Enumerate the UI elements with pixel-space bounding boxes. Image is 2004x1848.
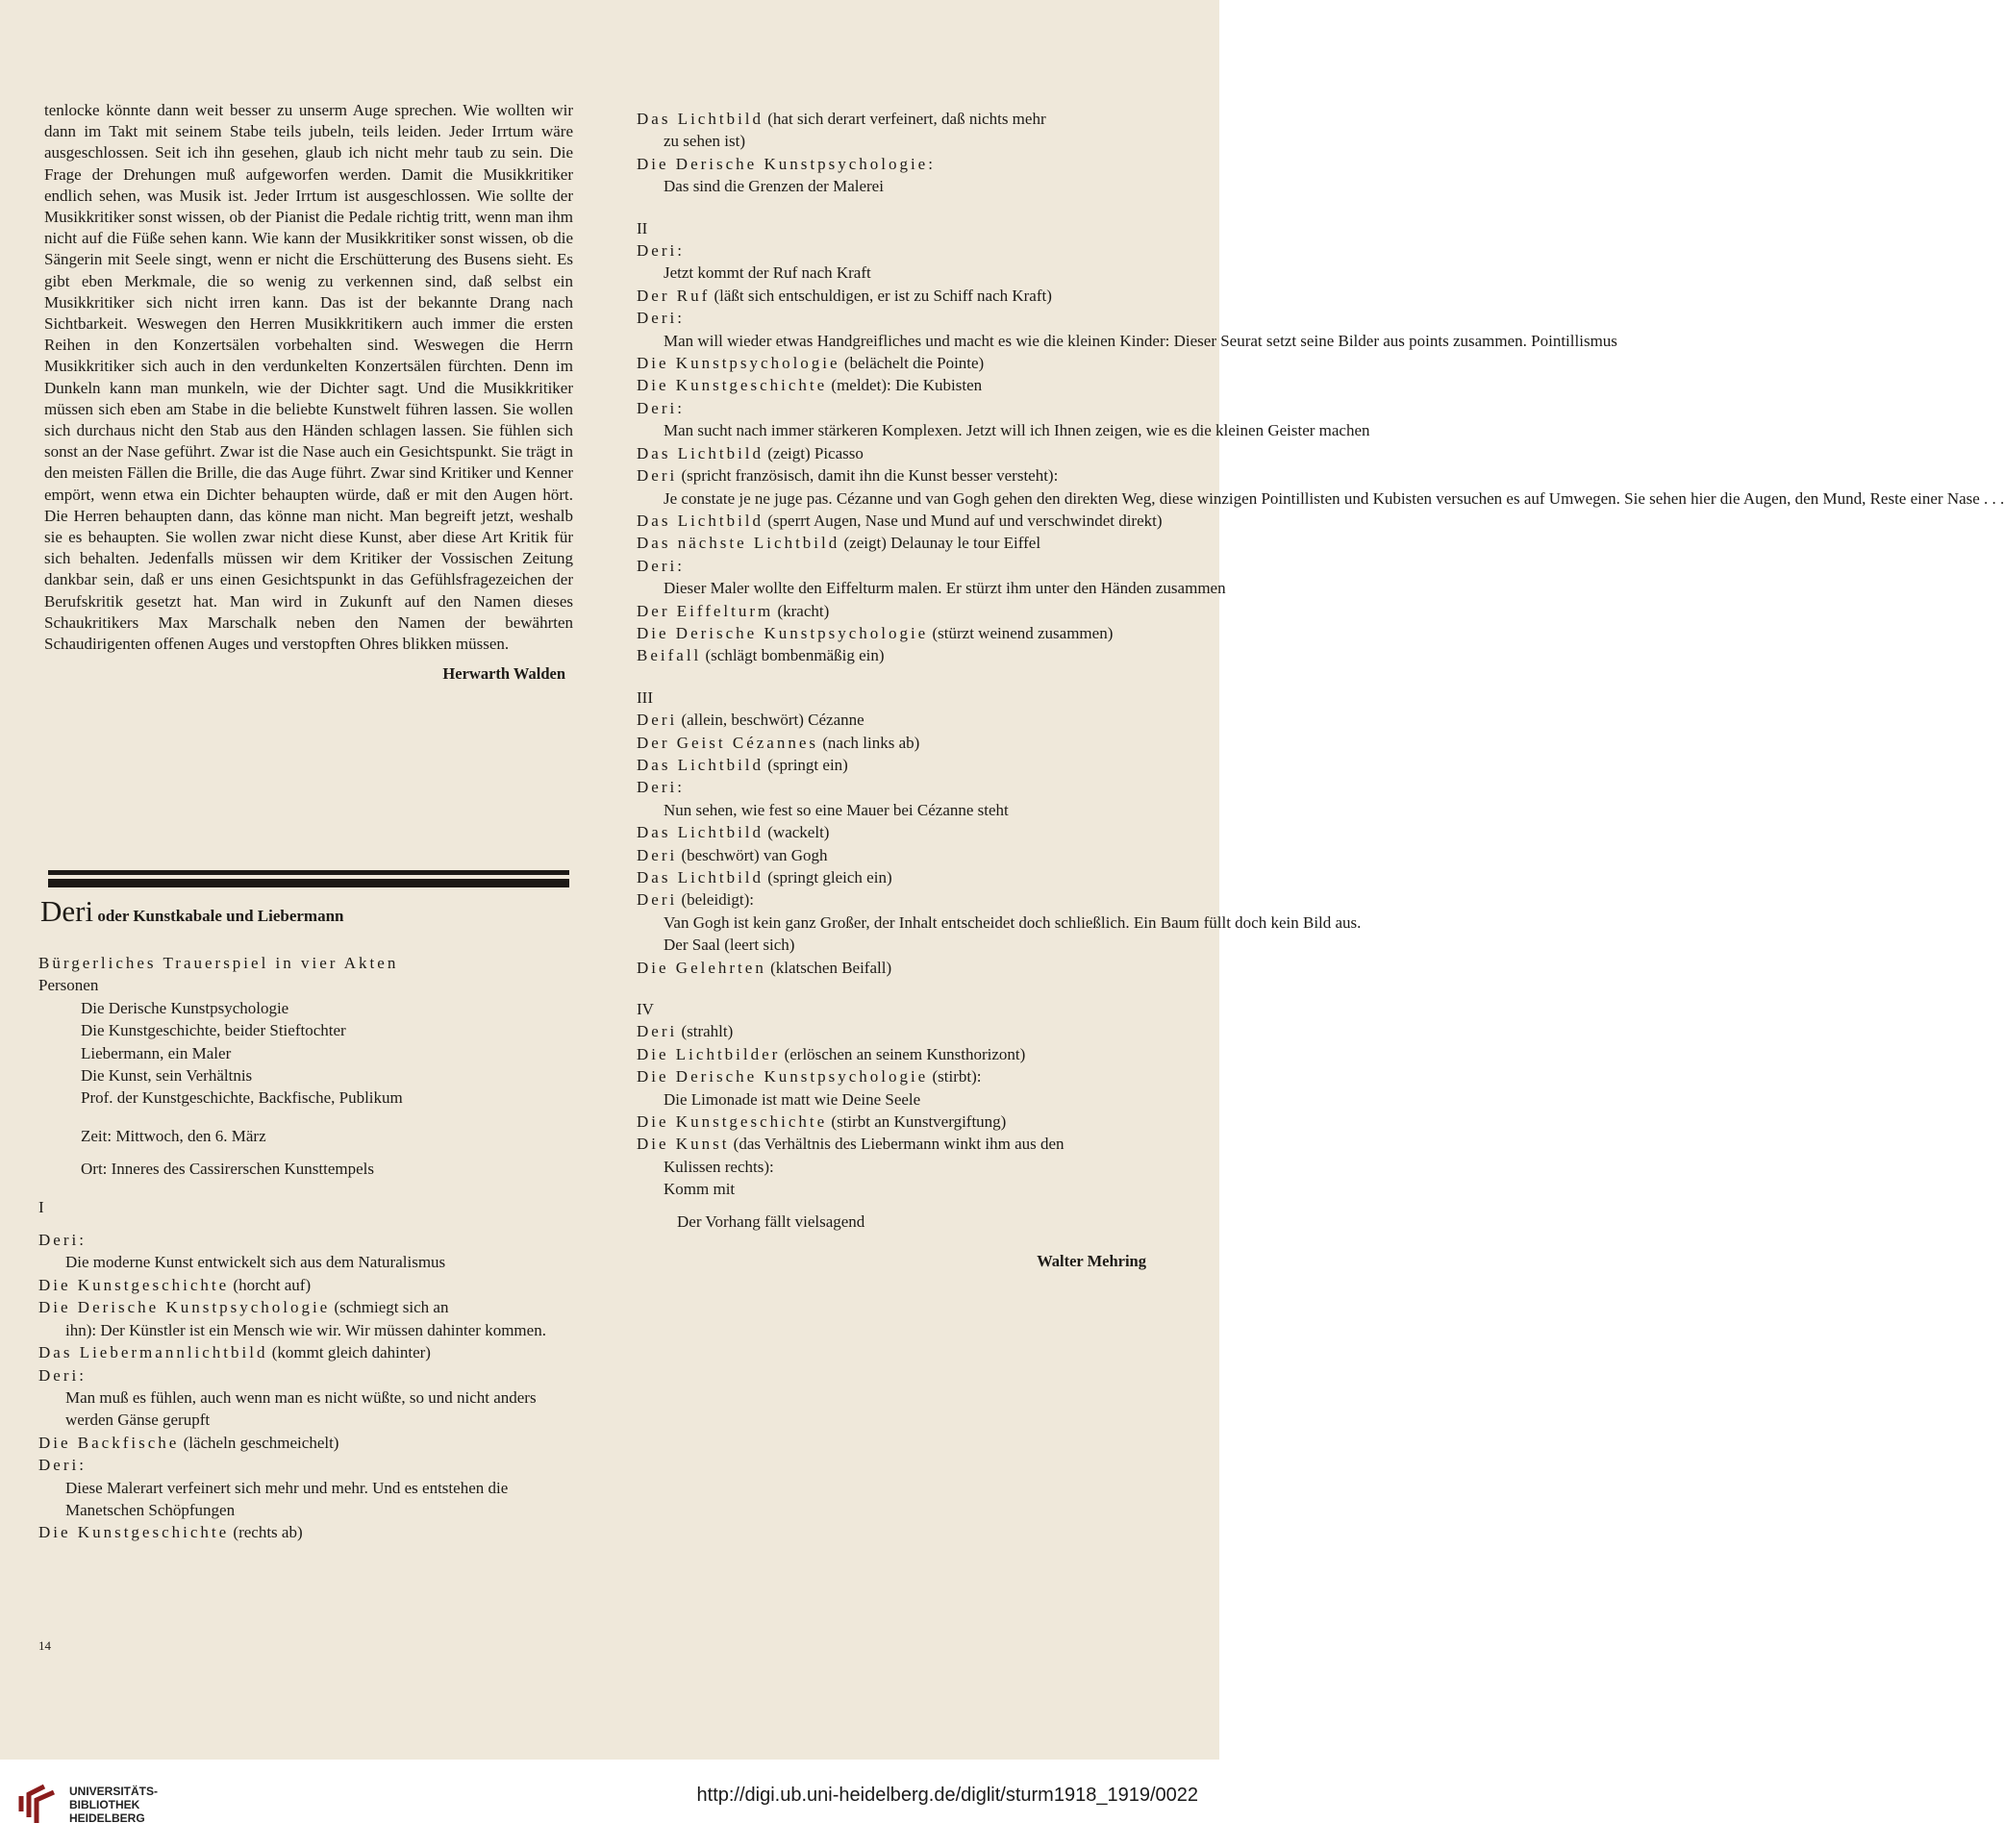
stage-direction: (lächeln geschmeichelt)	[179, 1433, 339, 1452]
speaker-name: Deri:	[637, 778, 685, 797]
left-column-text: tenlocke könnte dann weit besser zu unserm Auge sprechen. Wie wollten wir dann im Takt mit seinem Stabe teils jubeln, teils leiden. Jeder Irrtum wäre ausgeschlossen. Seit ich ihn gesehen, glaub ich nicht mehr taub zu sein. Die Frage der Drehungen muß aufgeworfen werden. Damit die Musikkritiker endlich sehen, was Musik ist. Jeder Irrtum ist ausgeschlossen. Wie sollte der Musikkritiker sonst wissen, ob der Pianist die Pedale richtig tritt, wenn man ihm nicht auf die Füße sehen kann. Wie kann der Musikkritiker sonst wissen, ob die Sängerin mit Seele singt, wenn er nicht die Erschütterung des Busens sieht. Es gibt eben Merkmale, die so wenig zu verkennen sind, daß selbst ein Musikkritiker sich nicht irren kann. Das ist der bekannte Drang nach Sichtbarkeit. Weswegen den Herren Musikkritikern auch immer die ersten Reihen in den Konzertsälen vorbehalten sind. Weswegen die Herrn Musikkritiker sich auch in den verdunkelten Konzertsälen fürchten. Denn im Dunkeln kann man munkeln, wie der Dichter sagt. Und die Musikkritiker müssen sich eben am Stabe in die beliebte Kunstwelt führen lassen. Sie wollen sich durchaus nicht den Stab aus den Händen schlagen lassen. Sie fühlen sich sonst an der Nase geführt. Zwar ist die Nase auch ein Gesichtspunkt. Sie trägt in den meisten Fällen die Brille, die das Auge führt. Zwar sind Kritiker und Kenner empört, wenn etwa ein Dichter behaupten würde, daß er mit den Augen hört. Die Herren behaupten dann, das könne man nicht. Man begreift jetzt, weshalb sie es behaupten. Sie wollen zwar nicht diese Kunst, aber diese Art Kritik für sich behalten. Jedenfalls müssen wir dem Kritiker der Vossischen Zeitung dankbar sein, daß er uns einen Gesichtspunkt in das Gefühlsfragezeichen der Berufskritik gesetzt hat. Man wird in Zukunft auf den Namen dieses Schaukritikers Max Marschalk neben den Namen der bewährten Schaudirigenten offenen Auges und verstopften Ohres blikken müssen.	[44, 101, 573, 654]
speaker-name: Der Geist Cézannes	[637, 733, 819, 752]
speaker-name: Die Kunstgeschichte	[38, 1523, 230, 1542]
person-item: Liebermann, ein Maler	[81, 1043, 232, 1062]
dialogue-line: Van Gogh ist kein ganz Großer, der Inhalt entscheidet doch schließlich. Ein Baum füllt doch kein Bild aus.	[664, 912, 1362, 932]
dialogue-line	[38, 1274, 567, 1296]
dialogue-line	[637, 888, 1154, 911]
dialogue-line	[38, 1521, 567, 1543]
speaker-name: Die Derische Kunstpsychologie	[637, 623, 929, 642]
divider-rule-thick	[48, 879, 569, 887]
speaker-name: Deri:	[38, 1456, 87, 1475]
speaker-name: Die Derische Kunstpsychologie	[637, 1067, 929, 1086]
stage-direction: (meldet): Die Kubisten	[827, 376, 983, 395]
speaker-name: Die Derische Kunstpsychologie	[38, 1298, 331, 1317]
dialogue-line	[38, 1432, 567, 1454]
speaker-name: Das Lichtbild	[637, 110, 764, 128]
stage-direction: (hat sich derart verfeinert, daß nichts mehr	[764, 110, 1046, 128]
dialogue-line	[637, 285, 1154, 307]
act4-dialogue	[637, 1020, 1154, 1200]
dialogue-line	[637, 644, 1154, 666]
dialogue-line	[637, 153, 1154, 175]
dialogue-line: Dieser Maler wollte den Eiffelturm malen. Er stürzt ihm unter den Händen zusammen	[664, 579, 1226, 598]
dialogue-line	[637, 1020, 1154, 1042]
signature-walden: Herwarth Walden	[442, 664, 565, 684]
stage-direction: (zeigt) Delaunay le tour Eiffel	[839, 534, 1041, 553]
play-title-sub: oder Kunstkabale und Liebermann	[97, 907, 344, 925]
play-subtitle: Bürgerliches Trauerspiel in vier Akten	[38, 954, 399, 972]
stage-direction: (schmiegt sich an	[330, 1298, 449, 1317]
dialogue-line: Man sucht nach immer stärkeren Komplexen. Jetzt will ich Ihnen zeigen, wie es die kleinen Geister machen	[664, 421, 1370, 440]
speaker-name: Die Kunstpsychologie	[637, 354, 840, 373]
dialogue-line	[637, 1065, 1154, 1087]
dialogue-line: Nun sehen, wie fest so eine Mauer bei Cézanne steht	[664, 800, 1009, 819]
dialogue-line	[637, 866, 1154, 888]
library-logo-icon	[12, 1777, 69, 1833]
speaker-name: Das Lichtbild	[637, 755, 764, 774]
act2-dialogue	[637, 239, 2004, 667]
speaker-name: Die Lichtbilder	[637, 1044, 781, 1063]
dialogue-line: Man muß es fühlen, auch wenn man es nicht wüßte, so und nicht anders werden Gänse gerupft	[65, 1387, 537, 1430]
act-numeral: IV	[637, 1000, 654, 1019]
dialogue-line	[637, 555, 1154, 577]
stage-direction: (springt gleich ein)	[764, 868, 892, 887]
speaker-name: Das Lichtbild	[637, 511, 764, 530]
left-column	[44, 100, 573, 685]
act1-continuation	[637, 108, 1154, 198]
speaker-name: Beifall	[637, 646, 702, 665]
act-numeral: I	[38, 1197, 44, 1216]
stage-direction: (strahlt)	[677, 1022, 734, 1041]
personen-list	[38, 997, 567, 1110]
dialogue-line: Diese Malerart verfeinert sich mehr und mehr. Und es entstehen die Manetschen Schöpfungen	[65, 1478, 509, 1519]
source-url[interactable]: http://digi.ub.uni-heidelberg.de/diglit/sturm1918_1919/0022	[696, 1785, 1198, 1806]
ort-line: Ort: Inneres des Cassirerschen Kunsttempels	[81, 1160, 374, 1179]
stage-direction: (allein, beschwört) Cézanne	[677, 711, 864, 730]
speaker-name: Deri	[637, 711, 678, 730]
speaker-name: Das nächste Lichtbild	[637, 534, 840, 553]
dialogue-line	[38, 1341, 567, 1363]
closing-line: Der Vorhang fällt vielsagend	[677, 1211, 865, 1231]
stage-direction: (läßt sich entschuldigen, er ist zu Schiff nach Kraft)	[710, 286, 1052, 305]
dialogue-line: Man will wieder etwas Handgreifliches und macht es wie die kleinen Kinder: Dieser Seurat setzt seine Bilder aus points zusammen. Pointillismus	[664, 331, 1617, 350]
act-numeral: II	[637, 218, 648, 237]
page-number: 14	[38, 1638, 51, 1653]
stage-direction: (springt ein)	[764, 755, 848, 774]
dialogue-line	[637, 1133, 1154, 1155]
dialogue-line: Kulissen rechts):	[664, 1157, 774, 1176]
dialogue-line	[637, 510, 1163, 532]
act1-dialogue	[38, 1229, 567, 1544]
dialogue-line	[637, 374, 1154, 396]
play-title	[40, 894, 567, 929]
stage-direction: (horcht auf)	[229, 1275, 312, 1294]
speaker-name: Deri:	[38, 1365, 87, 1385]
speaker-name: Das Lichtbild	[637, 823, 764, 842]
dialogue-line: Komm mit	[664, 1180, 736, 1199]
play-title-main: Deri	[40, 894, 94, 928]
library-name: UNIVERSITÄTS- BIBLIOTHEK HEIDELBERG	[69, 1785, 159, 1825]
dialogue-line: Die Limonade ist matt wie Deine Seele	[664, 1089, 921, 1109]
dialogue-line	[637, 532, 1154, 554]
stage-direction: (spricht französisch, damit ihn die Kunst besser versteht):	[677, 466, 1059, 486]
footer-bar	[0, 1760, 1219, 1848]
dialogue-line	[637, 239, 1154, 262]
dialogue-line	[637, 600, 1154, 622]
stage-direction: (nach links ab)	[818, 733, 920, 752]
speaker-name: Der Eiffelturm	[637, 601, 774, 620]
speaker-name: Deri:	[637, 398, 685, 417]
stage-direction: (belächelt die Pointe)	[839, 354, 985, 373]
dialogue-line: Der Saal (leert sich)	[664, 936, 795, 955]
right-column	[637, 108, 2004, 1271]
stage-direction: (rechts ab)	[229, 1523, 303, 1542]
dialogue-line	[637, 622, 1154, 644]
dialogue-line	[637, 1043, 1154, 1065]
dialogue-line: Die moderne Kunst entwickelt sich aus dem Naturalismus	[65, 1253, 446, 1272]
person-item: Die Derische Kunstpsychologie	[81, 998, 289, 1017]
zeit-line: Zeit: Mittwoch, den 6. März	[81, 1126, 266, 1145]
dialogue-line: Jetzt kommt der Ruf nach Kraft	[664, 263, 871, 283]
dialogue-line	[637, 442, 1154, 464]
stage-direction: (kommt gleich dahinter)	[267, 1343, 431, 1362]
dialogue-line	[637, 754, 1154, 776]
speaker-name: Das Liebermannlichtbild	[38, 1343, 268, 1362]
speaker-name: Die Gelehrten	[637, 958, 766, 977]
dialogue-line: Das sind die Grenzen der Malerei	[664, 177, 884, 196]
dialogue-line	[637, 1111, 1154, 1133]
person-item: Die Kunstgeschichte, beider Stieftochter	[81, 1021, 346, 1040]
stage-direction: (sperrt Augen, Nase und Mund auf und verschwindet direkt)	[764, 511, 1163, 530]
speaker-name: Deri:	[637, 556, 685, 575]
dialogue-line	[637, 709, 1154, 731]
stage-direction: (stirbt an Kunstvergiftung)	[827, 1112, 1007, 1132]
speaker-name: Der Ruf	[637, 286, 711, 305]
act3-dialogue	[637, 709, 1362, 979]
speaker-name: Das Lichtbild	[637, 868, 764, 887]
person-item: Die Kunst, sein Verhältnis	[81, 1066, 253, 1086]
dialogue-line	[38, 1296, 567, 1318]
speaker-name: Die Backfische	[38, 1433, 180, 1452]
stage-direction: (wackelt)	[764, 823, 830, 842]
dialogue-line	[637, 397, 1154, 419]
speaker-name: Deri	[637, 466, 678, 486]
stage-direction: (kracht)	[773, 601, 830, 620]
dialogue-line	[637, 464, 1154, 487]
dialogue-line	[637, 821, 1154, 843]
stage-direction: (klatschen Beifall)	[765, 958, 892, 977]
dialogue-line	[637, 844, 1154, 866]
dialogue-line: Je constate je ne juge pas. Cézanne und van Gogh gehen den direkten Weg, diese winzigen Pointillisten und Kubisten versuchen es auf Umwegen. Sie sehen hier die Augen, den Mund, Reste einer Nase . . .	[664, 488, 2004, 508]
speaker-name: Deri	[637, 1022, 678, 1041]
stage-direction: (beleidigt):	[677, 890, 754, 910]
play-section	[38, 894, 567, 1544]
stage-direction: (das Verhältnis des Liebermann winkt ihm aus den	[729, 1135, 1065, 1154]
dialogue-line: ihn): Der Künstler ist ein Mensch wie wir. Wir müssen dahinter kommen.	[65, 1320, 546, 1339]
dialogue-line	[637, 352, 1154, 374]
stage-direction: (stürzt weinend zusammen)	[928, 623, 1114, 642]
dialogue-line	[38, 1229, 567, 1251]
speaker-name: Die Kunstgeschichte	[38, 1275, 230, 1294]
speaker-name: Die Kunstgeschichte	[637, 376, 828, 395]
dialogue-line	[637, 957, 1154, 979]
speaker-name: Die Kunst	[637, 1135, 730, 1154]
speaker-name: Die Derische Kunstpsychologie:	[637, 154, 936, 173]
signature-mehring: Walter Mehring	[1037, 1252, 1146, 1271]
dialogue-line	[38, 1364, 567, 1386]
dialogue-line	[637, 307, 1154, 329]
speaker-name: Deri	[637, 890, 678, 910]
person-item: Prof. der Kunstgeschichte, Backfische, Publikum	[81, 1088, 403, 1108]
dialogue-line	[38, 1454, 567, 1476]
stage-direction: (stirbt):	[928, 1067, 982, 1086]
speaker-name: Deri	[637, 845, 678, 864]
stage-direction: (beschwört) van Gogh	[677, 845, 828, 864]
speaker-name: Deri:	[38, 1231, 87, 1250]
stage-direction: (schlägt bombenmäßig ein)	[701, 646, 885, 665]
dialogue-line: zu sehen ist)	[664, 132, 745, 151]
dialogue-line	[637, 732, 1154, 754]
speaker-name: Deri:	[637, 309, 685, 328]
dialogue-line	[637, 776, 1154, 798]
speaker-name: Die Kunstgeschichte	[637, 1112, 828, 1132]
dialogue-line	[637, 108, 1154, 130]
personen-label: Personen	[38, 976, 99, 995]
divider-rule-thin	[48, 870, 569, 875]
speaker-name: Deri:	[637, 241, 685, 261]
stage-direction: (erlöschen an seinem Kunsthorizont)	[780, 1044, 1026, 1063]
speaker-name: Das Lichtbild	[637, 443, 764, 462]
stage-direction: (zeigt) Picasso	[764, 443, 864, 462]
act-numeral: III	[637, 687, 653, 707]
